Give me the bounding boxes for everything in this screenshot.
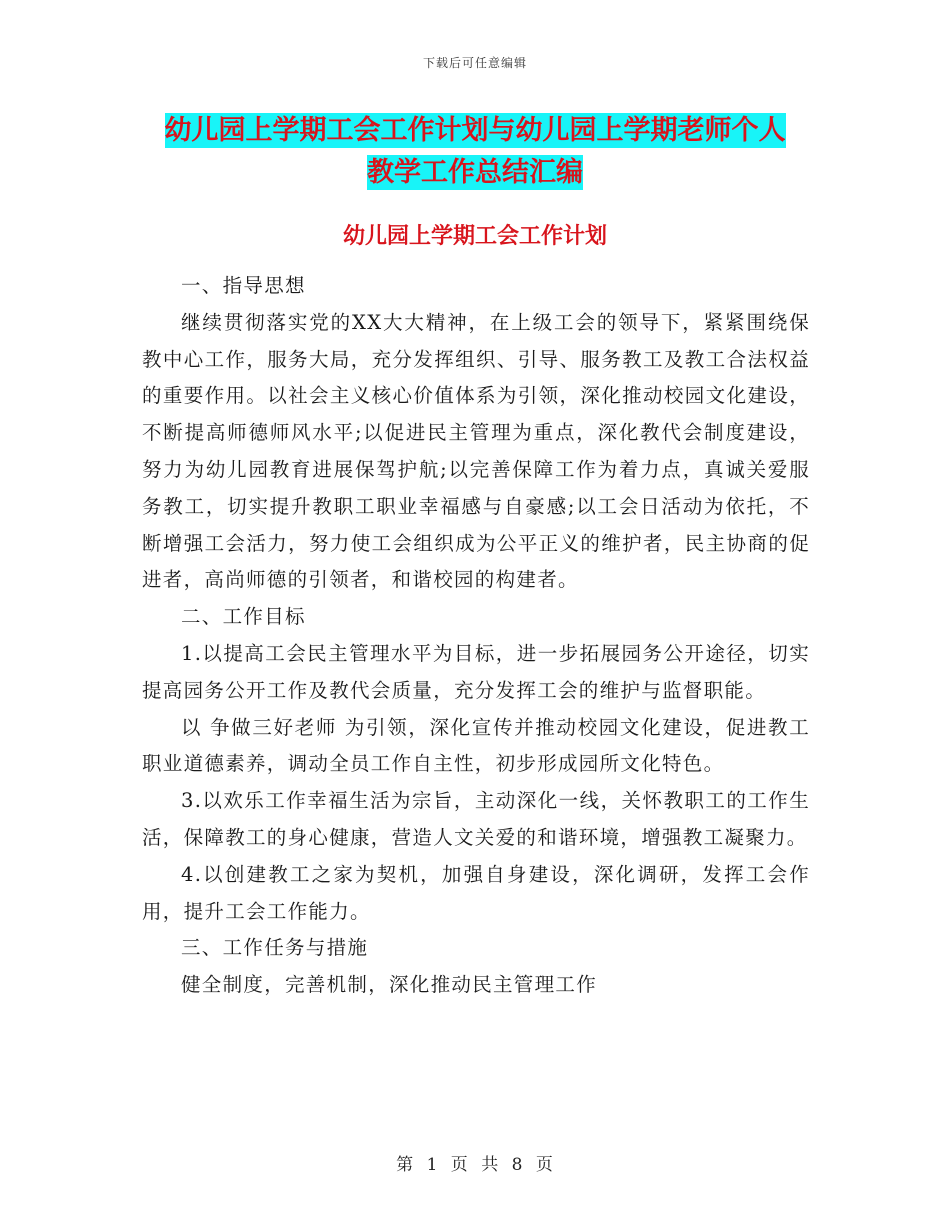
document-title-text-1: 幼儿园上学期工会工作计划与幼儿园上学期老师个人: [164, 115, 786, 146]
document-title-line-1: [140, 108, 810, 154]
heading-work-goals: 二、工作目标: [181, 605, 306, 629]
heading-guiding-ideology: 一、指导思想: [181, 274, 306, 297]
paragraph-guiding-ideology: 继续贯彻落实党的XX大大精神，在上级工会的领导下，紧紧围绕保教中心工作，服务大局，充分发挥组织、引导、服务教工及教工合法权益的重要作用。以社会主义核心价值体系为引领，深化推动校园文化建设，不断提高师德师风水平;以促进民主管理为重点，深化教代会制度建设，努力为幼儿园教育进展保驾护航;以完善保障工作为着力点，真诚关爱服务教工，切实提升教职工职业幸福感与自豪感;以工会日活动为依托，不断增强工会活力，努力使工会组织成为公平正义的维护者，民主协商的促进者，高尚师德的引领者，和谐校园的构建者。: [142, 310, 810, 592]
heading-tasks-measures: 三、工作任务与措施: [181, 936, 369, 960]
paragraph-goal-3: 3.以欢乐工作幸福生活为宗旨，主动深化一线，关怀教职工的工作生活，保障教工的身心健康，营造人文关爱的和谐环境，增强教工凝聚力。: [142, 789, 810, 849]
paragraph-task-1: 健全制度，完善机制，深化推动民主管理工作: [181, 973, 598, 997]
document-title-line-2: [140, 150, 810, 196]
document-body: [142, 268, 810, 1004]
paragraph-goal-2: 以 争做三好老师 为引领，深化宣传并推动校园文化建设，促进教工职业道德素养，调动全员工作自主性，初步形成园所文化特色。: [142, 715, 810, 776]
section-title: 幼儿园上学期工会工作计划: [342, 223, 607, 249]
paragraph-goal-4: 4.以创建教工之家为契机，加强自身建设，深化调研，发挥工会作用，提升工会工作能力。: [142, 862, 810, 923]
document-title-text-2: 教学工作总结汇编: [367, 157, 583, 188]
header-note: 下载后可任意编辑: [422, 56, 527, 70]
page-indicator: 第 1 页 共 8 页: [396, 1155, 554, 1175]
paragraph-goal-1: 1.以提高工会民主管理水平为目标，进一步拓展园务公开途径，切实提高园务公开工作及教代会质量，充分发挥工会的维护与监督职能。: [142, 641, 810, 702]
